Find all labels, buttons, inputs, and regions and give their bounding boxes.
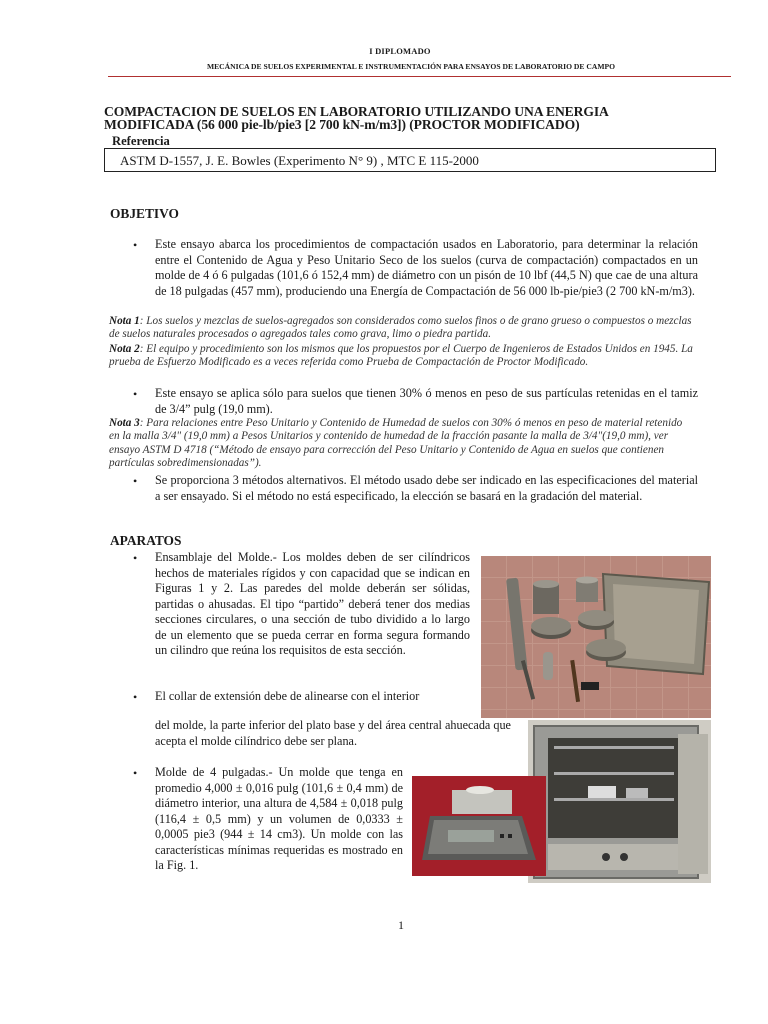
title-line-2: MODIFICADA (56 000 pie-lb/pie3 [2 700 kN-m/m3]) (PROCTOR MODIFICADO) (104, 117, 580, 132)
scale-photo (412, 776, 546, 876)
nota-3-label: Nota 3 (109, 417, 140, 429)
header-divider (108, 76, 731, 77)
page-number: 1 (398, 918, 404, 932)
aparatos-heading: APARATOS (110, 533, 182, 548)
nota-2-text: : El equipo y procedimiento son los mismos que los propuestos por el Cuerpo de Ingenieros de Estados Unidos en 1945. La prueba de Esfuerzo Modificado es a veces referida como Prueba de Compactación de Proctor Modificado. (109, 343, 693, 369)
aparatos-item-2b: del molde, la parte inferior del plato base y del área central ahuecada que acepta el molde cilíndrico debe ser plana. (155, 718, 511, 748)
nota-1-label: Nota 1 (109, 315, 140, 327)
referencia-label: Referencia (112, 134, 170, 148)
title-line-1: COMPACTACION DE SUELOS EN LABORATORIO UTILIZANDO UNA ENERGIA (104, 104, 609, 119)
nota-3-text: : Para relaciones entre Peso Unitario y Contenido de Humedad de suelos con 30% ó menos en peso de material retenido en la malla 3/4" (19,0 mm) a Pesos Unitarios y contenido de humedad de la fracción pasante la malla de 3/4"(19,0 mm), ver ensayo ASTM D 4718 (“Método de ensayo para corrección del Peso Unitario y Contenido de Agua en suelos que contienen partículas sobredimensionadas”). (109, 417, 683, 470)
nota-1 (109, 315, 695, 342)
bullet-dot-icon: • (133, 551, 138, 565)
header-course-title: MECÁNICA DE SUELOS EXPERIMENTAL E INSTRUMENTACIÓN PARA ENSAYOS DE LABORATORIO DE CAMPO (206, 62, 616, 71)
oven-photo (528, 720, 711, 883)
aparatos-item-1: Ensamblaje del Molde.- Los moldes deben de ser cilíndricos hechos de materiales rígidos y con capacidad que se indican en Figuras 1 y 2. Las paredes del molde deberán ser sólidas, partidas o ahusadas. El tipo “partido” deberá tener dos medias secciones circulares, o una sección de tubo dividido a lo largo de un elemento que se pueda cerrar en forma segura formando un cilindro que reúna los requisitos de esta sección. (155, 550, 470, 657)
bullet-dot-icon: • (133, 387, 138, 401)
molds-equipment-image (481, 556, 711, 718)
referencia-text: ASTM D-1557, J. E. Bowles (Experimento N° 9) , MTC E 115-2000 (120, 153, 479, 168)
objetivo-bullet-3: Se proporciona 3 métodos alternativos. El método usado debe ser indicado en las especificaciones del material a ser ensayado. Si el método no está especificado, la elección se basará en la gradación del material. (155, 473, 698, 503)
aparatos-item-2a: El collar de extensión debe de alinearse con el interior (155, 689, 420, 703)
header-diplomado: I DIPLOMADO (369, 46, 431, 56)
nota-3 (109, 417, 695, 471)
scale-image (412, 776, 546, 876)
nota-2-label: Nota 2 (109, 343, 140, 355)
objetivo-heading: OBJETIVO (110, 206, 179, 221)
aparatos-item-3: Molde de 4 pulgadas.- Un molde que tenga en promedio 4,000 ± 0,016 pulg (101,6 ± 0,4 mm) de diámetro interior, una altura de 4,584 ± 0,018 pulg (116,4 ± 0,5 mm) y un volumen de 0,0333 ± 0,0005 pie3 (944 ± 14 cm3). Un molde con las características mínimas requeridas es mostrado en la Fig. 1. (155, 765, 403, 872)
objetivo-bullet-1: Este ensayo abarca los procedimientos de compactación usados en Laboratorio, para determinar la relación entre el Contenido de Agua y Peso Unitario Seco de los suelos (curva de compactación) compactados en un molde de 4 ó 6 pulgadas (101,6 ó 152,4 mm) de diámetro con un pisón de 10 lbf (44,5 N) que cae de una altura de 18 pulgadas (457 mm), produciendo una Energía de Compactación de 56 000 lb-pie/pie3 (2 700 kN-m/m3). (155, 237, 698, 298)
bullet-dot-icon: • (133, 238, 138, 252)
bullet-dot-icon: • (133, 690, 138, 704)
objetivo-bullet-2: Este ensayo se aplica sólo para suelos que tienen 30% ó menos en peso de sus partículas retenidas en el tamiz de 3/4” pulg (19,0 mm). (155, 386, 698, 416)
document-title (104, 105, 664, 131)
bullet-dot-icon: • (133, 474, 138, 488)
molds-equipment-photo (481, 556, 711, 718)
bullet-dot-icon: • (133, 766, 138, 780)
oven-image (528, 720, 711, 883)
nota-2 (109, 343, 695, 370)
nota-1-text: : Los suelos y mezclas de suelos-agregados son considerados como suelos finos o de grano grueso o compuestos o mezclas de suelos naturales procesados o agregados tales como grava, limo o piedra partida. (109, 315, 692, 341)
